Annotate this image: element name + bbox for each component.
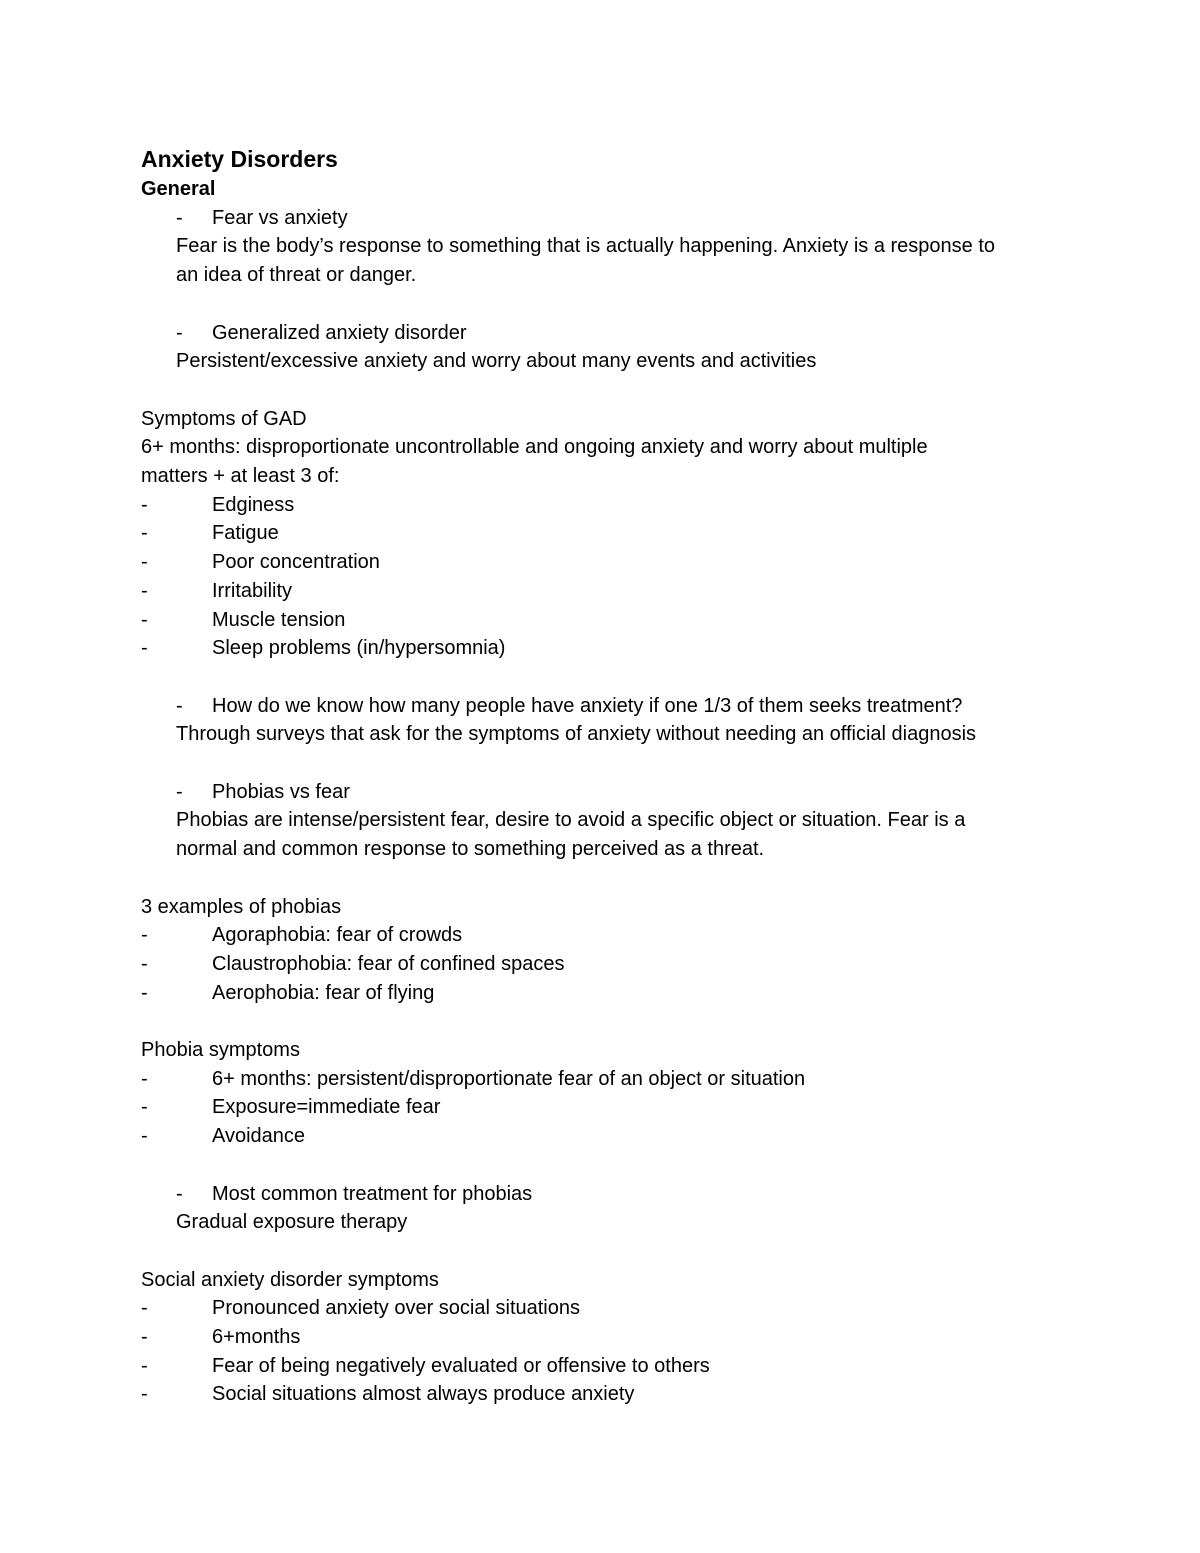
list-item-text: Pronounced anxiety over social situations	[212, 1297, 580, 1320]
blank-line	[141, 1237, 1071, 1266]
list-item-text: Edginess	[212, 493, 295, 516]
question-text: Fear vs anxiety	[212, 206, 348, 229]
list-item-text: Fatigue	[212, 522, 279, 545]
list-item	[141, 921, 1071, 950]
dash-marker: -	[141, 637, 148, 660]
list-item	[141, 1352, 1071, 1381]
gad-intro-line: matters + at least 3 of:	[141, 465, 340, 487]
list-item-text: Exposure=immediate fear	[212, 1096, 441, 1119]
document-content	[141, 144, 1071, 1409]
dash-marker: -	[141, 579, 148, 602]
dash-marker: -	[176, 1182, 183, 1205]
list-item	[141, 519, 1071, 548]
list-item-text: Agoraphobia: fear of crowds	[212, 924, 463, 947]
dash-marker: -	[141, 981, 148, 1004]
list-item	[141, 1294, 1071, 1323]
dash-marker: -	[141, 1326, 148, 1348]
section-heading-phobia-examples: 3 examples of phobias	[141, 895, 342, 918]
list-item	[141, 634, 1071, 663]
blank-line	[141, 1151, 1071, 1180]
list-item-text: Irritability	[212, 579, 293, 602]
blank-line	[141, 749, 1071, 778]
question-text: How do we know how many people have anxiety if one 1/3 of them seeks treatment?	[212, 694, 963, 717]
gad-intro-line: 6+ months: disproportionate uncontrollable and ongoing anxiety and worry about multiple	[141, 436, 928, 459]
blank-line	[141, 1007, 1071, 1036]
dash-marker: -	[141, 493, 148, 516]
answer-line: Phobias are intense/persistent fear, desire to avoid a specific object or situation. Fear is a	[176, 809, 966, 832]
answer-line: normal and common response to something perceived as a threat.	[176, 838, 765, 861]
dash-marker: -	[141, 952, 148, 975]
list-item-text: 6+months	[212, 1326, 301, 1348]
list-item-text: 6+ months: persistent/disproportionate fear of an object or situation	[212, 1067, 806, 1090]
dash-marker: -	[141, 1383, 148, 1406]
section-heading-gad-symptoms: Symptoms of GAD	[141, 407, 307, 430]
dash-marker: -	[141, 608, 148, 631]
dash-marker: -	[141, 551, 148, 574]
section-heading-general: General	[141, 178, 216, 200]
list-item-text: Fear of being negatively evaluated or offensive to others	[212, 1354, 710, 1377]
list-item-text: Sleep problems (in/hypersomnia)	[212, 637, 506, 660]
list-item	[141, 1093, 1071, 1122]
list-item	[141, 1323, 1071, 1352]
list-item-text: Avoidance	[212, 1125, 306, 1148]
question-text: Generalized anxiety disorder	[212, 321, 467, 344]
dash-marker: -	[141, 1096, 148, 1119]
list-item	[141, 548, 1071, 577]
section-heading-social-anxiety: Social anxiety disorder symptoms	[141, 1268, 439, 1291]
section-heading-phobia-symptoms: Phobia symptoms	[141, 1039, 300, 1061]
dash-marker: -	[141, 1067, 148, 1090]
list-item	[141, 1122, 1071, 1151]
list-item-text: Muscle tension	[212, 608, 346, 631]
question-gad	[141, 319, 1071, 348]
dash-marker: -	[176, 321, 183, 344]
dash-marker: -	[141, 1354, 148, 1377]
list-item-text: Aerophobia: fear of flying	[212, 981, 435, 1004]
dash-marker: -	[141, 924, 148, 947]
document-title: Anxiety Disorders	[141, 146, 338, 172]
dash-marker: -	[141, 1125, 148, 1148]
answer-line: an idea of threat or danger.	[176, 264, 417, 287]
blank-line	[141, 376, 1071, 405]
answer-line: Through surveys that ask for the symptoms of anxiety without needing an official diagnosis	[176, 723, 977, 746]
list-item-text: Claustrophobia: fear of confined spaces	[212, 952, 565, 975]
question-prevalence	[141, 692, 1071, 721]
list-item-text: Social situations almost always produce anxiety	[212, 1383, 635, 1406]
dash-marker: -	[176, 206, 183, 229]
dash-marker: -	[176, 780, 183, 803]
list-item	[141, 950, 1071, 979]
dash-marker: -	[141, 1297, 148, 1320]
dash-marker: -	[176, 694, 183, 717]
blank-line	[141, 663, 1071, 692]
question-fear-vs-anxiety	[141, 204, 1071, 233]
question-text: Phobias vs fear	[212, 780, 350, 803]
question-text: Most common treatment for phobias	[212, 1182, 533, 1205]
dash-marker: -	[141, 522, 148, 545]
list-item	[141, 491, 1071, 520]
answer-line: Fear is the body’s response to something that is actually happening. Anxiety is a response to	[176, 235, 996, 258]
blank-line	[141, 864, 1071, 893]
list-item-text: Poor concentration	[212, 551, 380, 574]
list-item	[141, 979, 1071, 1008]
list-item	[141, 577, 1071, 606]
list-item	[141, 1065, 1071, 1094]
list-item	[141, 606, 1071, 635]
answer-line: Persistent/excessive anxiety and worry about many events and activities	[176, 350, 817, 373]
blank-line	[141, 290, 1071, 319]
question-phobias-vs-fear	[141, 778, 1071, 807]
question-phobia-treatment	[141, 1180, 1071, 1209]
answer-line: Gradual exposure therapy	[176, 1211, 408, 1234]
list-item	[141, 1380, 1071, 1409]
